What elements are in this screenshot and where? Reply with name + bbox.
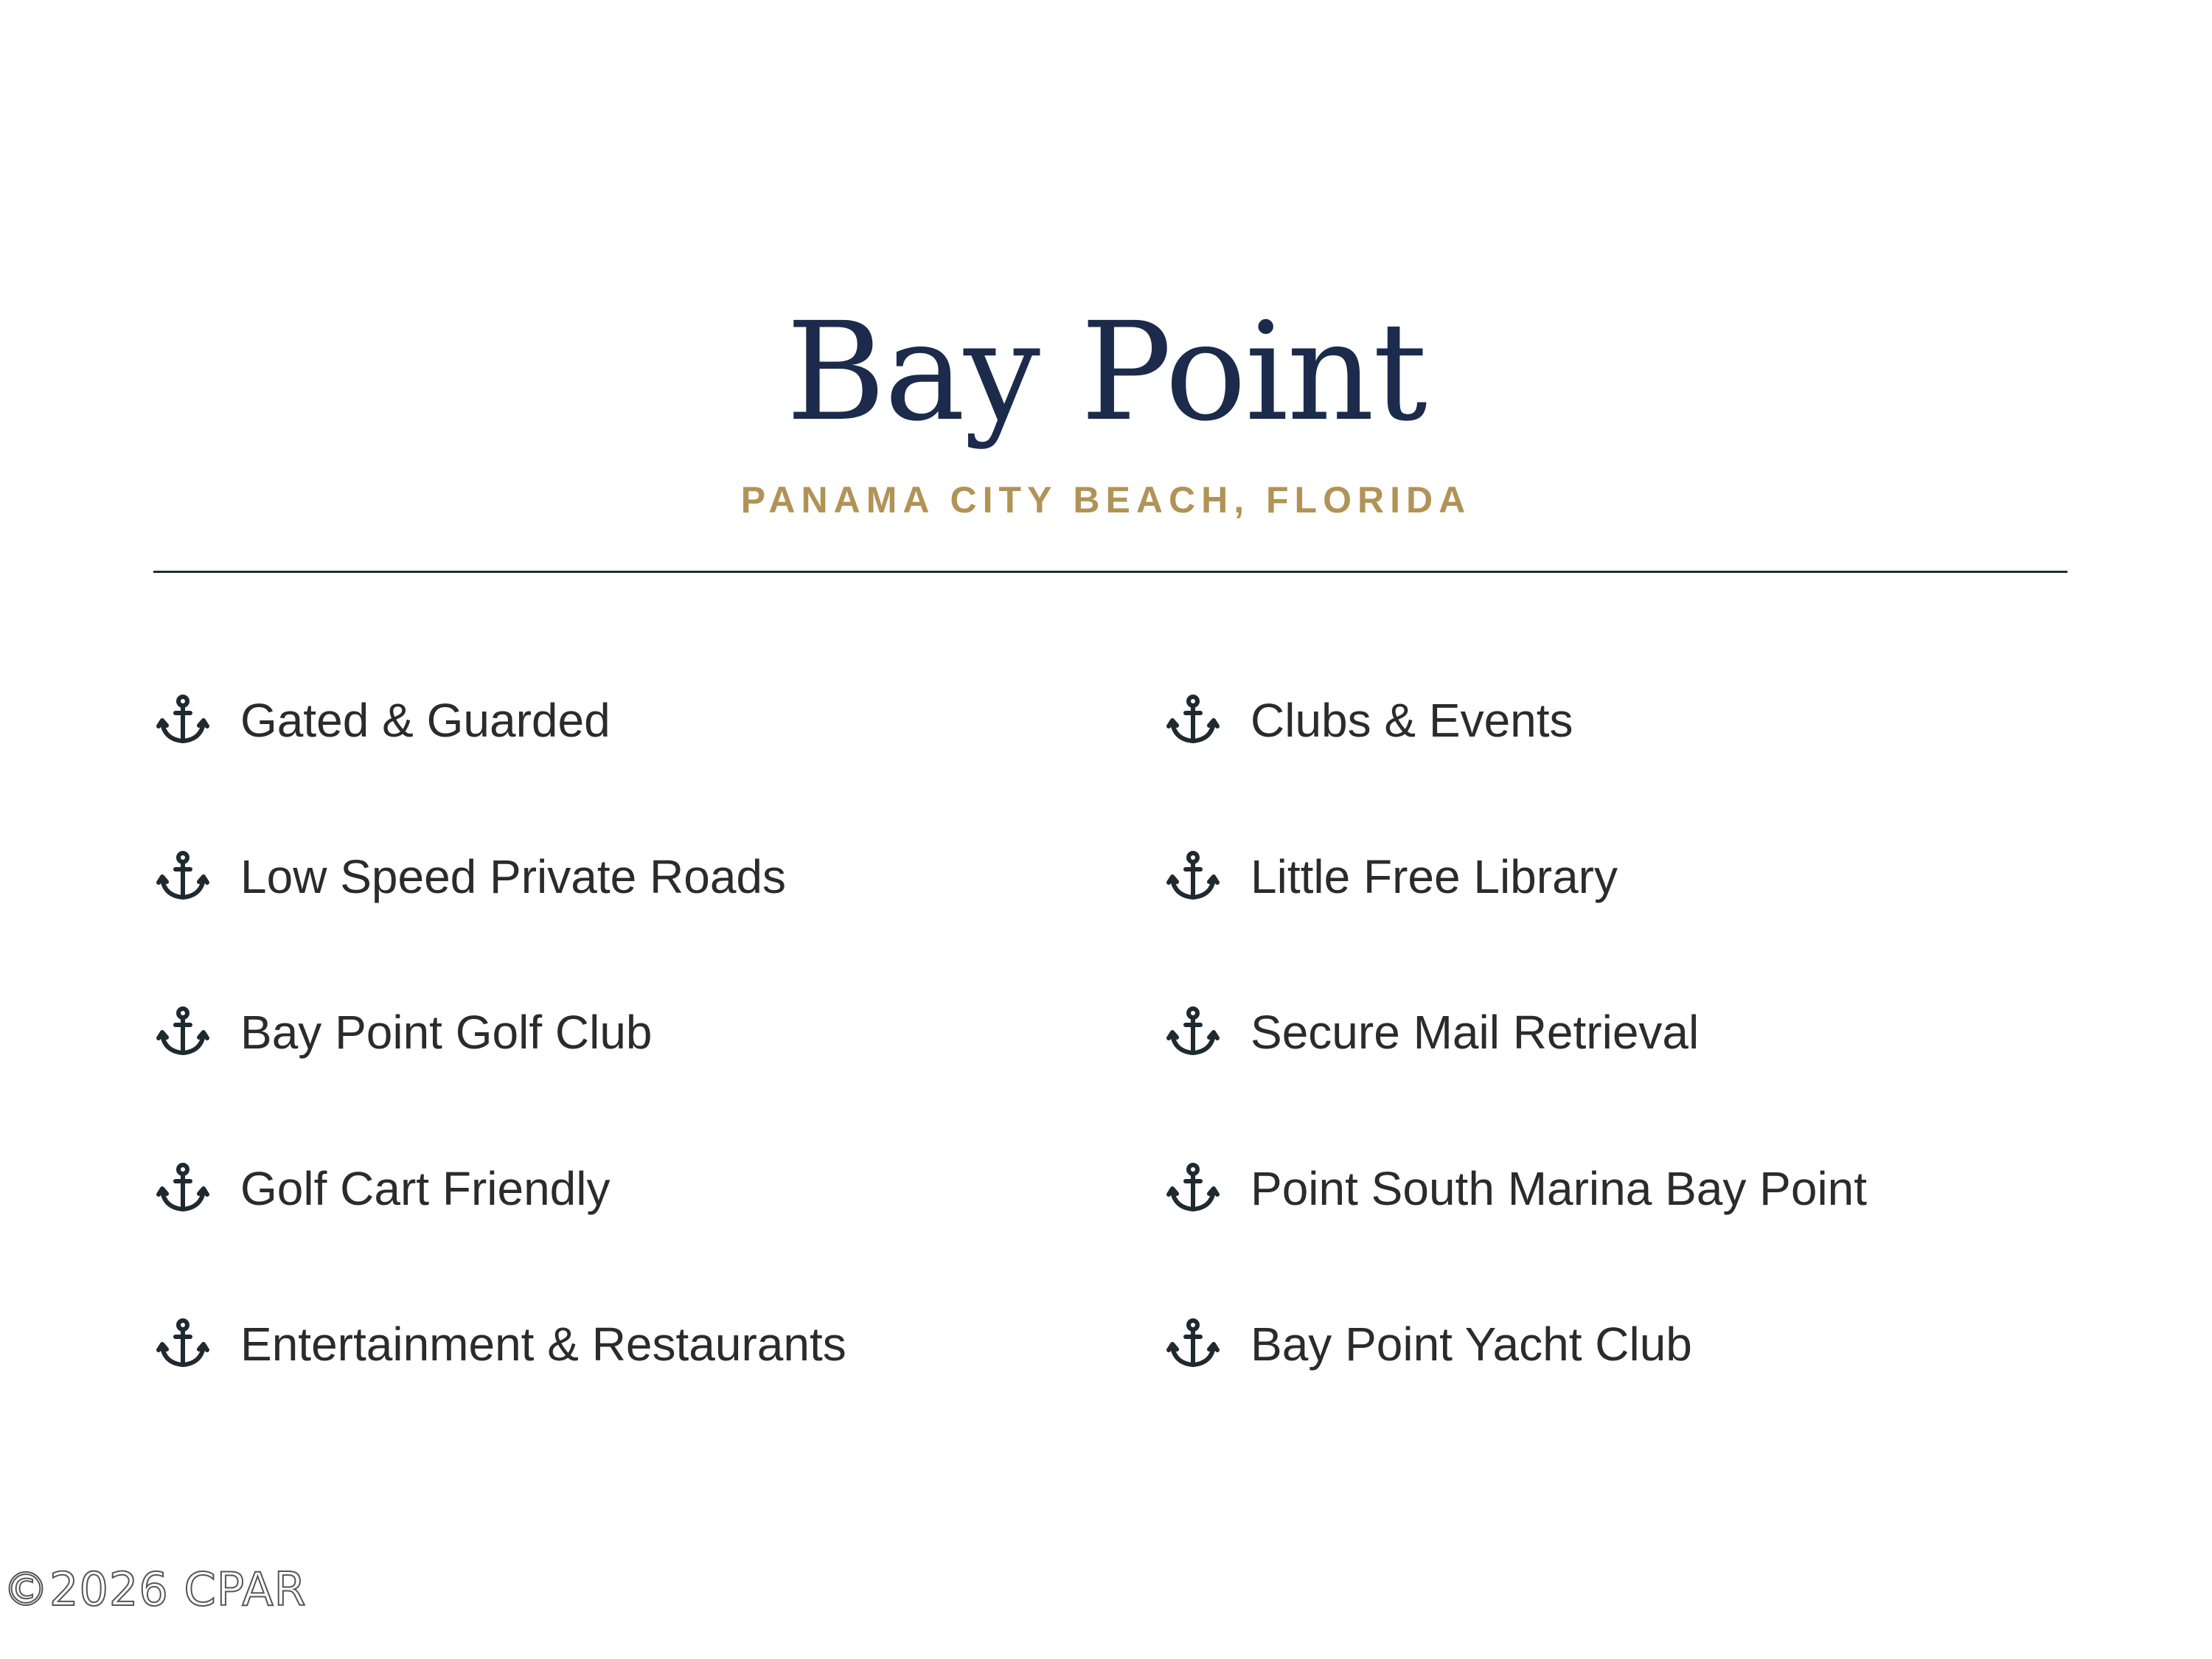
anchor-icon — [1166, 694, 1220, 747]
anchor-icon — [156, 1318, 209, 1371]
amenity-label: Entertainment & Restaurants — [240, 1318, 846, 1371]
amenity-label: Little Free Library — [1251, 850, 1618, 903]
amenity-item — [1166, 1155, 1867, 1222]
amenity-label: Clubs & Events — [1251, 694, 1573, 747]
anchor-icon — [1166, 850, 1220, 903]
amenity-item — [1166, 687, 1573, 754]
amenity-label: Low Speed Private Roads — [240, 850, 786, 903]
anchor-icon — [156, 850, 209, 903]
amenity-item — [1166, 844, 1618, 910]
divider — [153, 571, 2067, 573]
anchor-icon — [156, 694, 209, 747]
location-subtitle: PANAMA CITY BEACH, FLORIDA — [740, 479, 1472, 521]
amenity-item — [156, 999, 653, 1065]
amenity-item — [156, 687, 611, 754]
page-title: Bay Point — [786, 293, 1426, 451]
amenity-label: Secure Mail Retrieval — [1251, 1006, 1700, 1059]
amenity-item — [1166, 1311, 1692, 1377]
copyright-watermark: ©2026 CPAR — [3, 1562, 307, 1616]
amenity-item — [156, 1155, 610, 1222]
anchor-icon — [156, 1006, 209, 1059]
amenity-label: Bay Point Golf Club — [240, 1006, 653, 1059]
amenity-item — [1166, 999, 1699, 1065]
amenity-label: Point South Marina Bay Point — [1251, 1162, 1868, 1215]
anchor-icon — [156, 1162, 209, 1215]
amenity-label: Bay Point Yacht Club — [1251, 1318, 1692, 1371]
anchor-icon — [1166, 1318, 1220, 1371]
amenity-label: Gated & Guarded — [240, 694, 611, 747]
amenity-item — [156, 1311, 846, 1377]
anchor-icon — [1166, 1006, 1220, 1059]
anchor-icon — [1166, 1162, 1220, 1215]
amenity-label: Golf Cart Friendly — [240, 1162, 611, 1215]
amenity-item — [156, 844, 786, 910]
